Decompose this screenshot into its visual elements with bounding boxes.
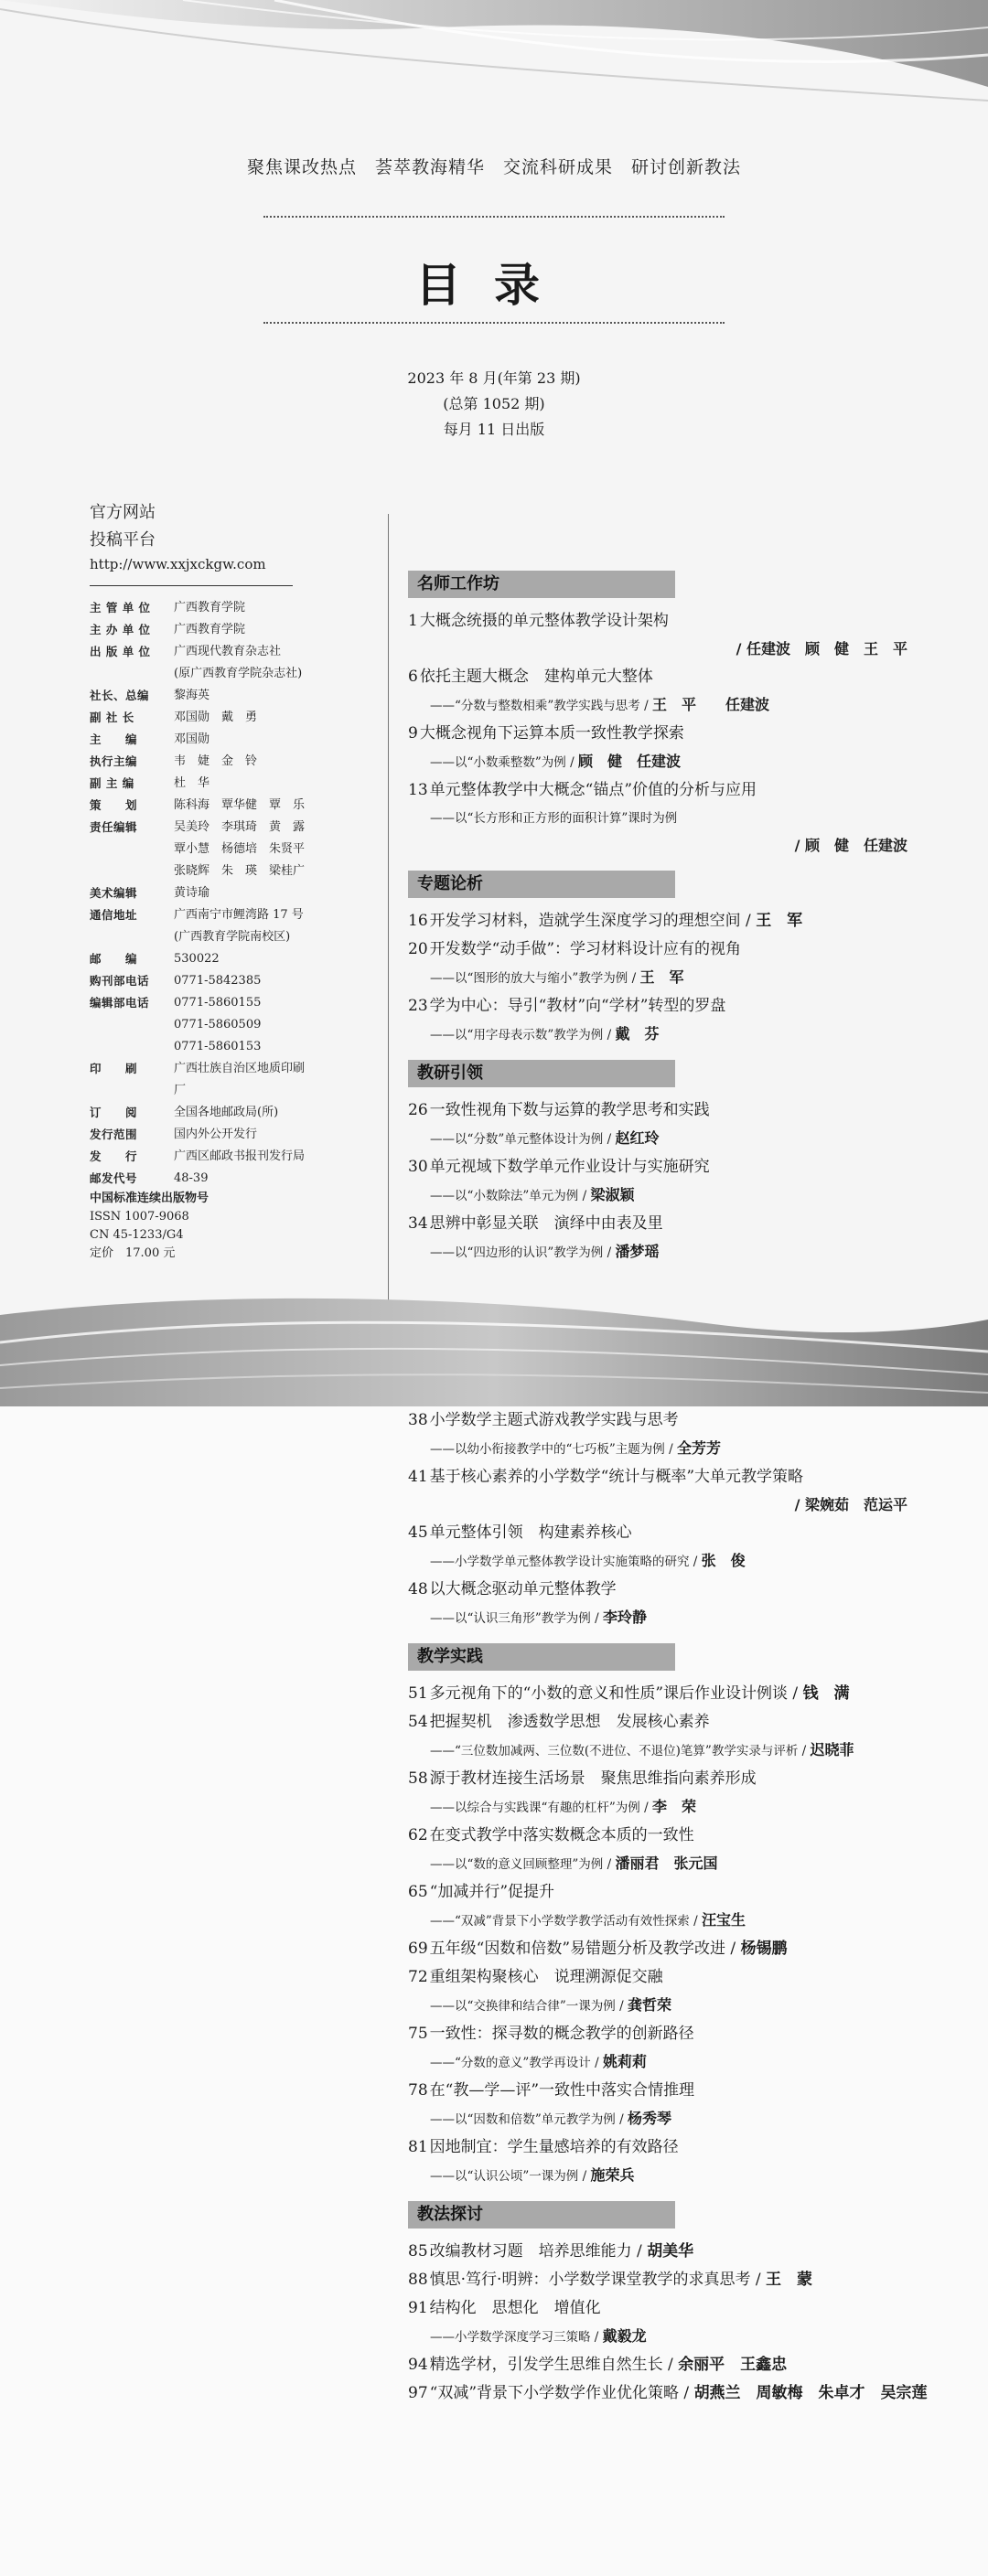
toc-entry[interactable] xyxy=(408,1680,907,1708)
masthead-value: 全国各地邮政局(所) xyxy=(174,1106,279,1119)
entry-author: 李 荣 xyxy=(651,1798,696,1815)
masthead-row xyxy=(90,817,309,839)
entry-subtitle: ——以“小数除法”单元为例 / xyxy=(430,1189,587,1203)
page-number: 45 xyxy=(408,1523,428,1542)
page-number: 20 xyxy=(408,940,428,958)
toc-entry[interactable] xyxy=(408,2238,907,2266)
masthead-key xyxy=(90,839,174,860)
entry-subtitle: ——以综合与实践课“有趣的杠杆”为例 / xyxy=(430,1801,649,1815)
entry-author-right: / 梁婉茹 范运平 xyxy=(794,1496,907,1513)
entry-title: 改编教材习题 培养思维能力 / xyxy=(429,2242,642,2261)
masthead-row xyxy=(90,707,309,729)
entry-subtitle-line xyxy=(408,1238,907,1267)
entry-author: 潘丽君 张元国 xyxy=(615,1855,718,1872)
page-number: 23 xyxy=(408,997,428,1015)
page-number: 85 xyxy=(408,2242,428,2261)
toc-entry[interactable] xyxy=(408,1210,907,1238)
entry-subtitle: ——以“因数和倍数”单元教学为例 / xyxy=(430,2112,624,2127)
issue-schedule: 每月 11 日出版 xyxy=(443,421,545,438)
entry-title: 慎思·笃行·明辨：小学数学课堂教学的求真思考 / xyxy=(429,2271,761,2289)
masthead-key: 编辑部电话 xyxy=(90,996,150,1010)
page-number: 75 xyxy=(408,2025,428,2043)
masthead-value: 黄诗瑜 xyxy=(174,886,210,900)
entry-title: 开发学习材料，造就学生深度学习的理想空间 / xyxy=(429,912,751,930)
page-number: 72 xyxy=(408,1968,428,1986)
entry-title: 五年级“因数和倍数”易错题分析及教学改进 / xyxy=(429,1940,736,1958)
masthead-list xyxy=(90,597,309,1190)
masthead-key xyxy=(90,926,174,948)
entry-author-right: / 任建波 顾 健 王 平 xyxy=(736,640,907,657)
entry-author: 杨锡鹏 xyxy=(740,1940,788,1958)
masthead-value: 广西教育学院 xyxy=(174,623,246,636)
page-number: 6 xyxy=(408,668,418,686)
entry-title: 单元整体引领 构建素养核心 xyxy=(429,1523,632,1542)
entry-subtitle: ——“分数与整数相乘”教学实践与思考 / xyxy=(430,699,649,713)
masthead-key: 发行范围 xyxy=(90,1128,138,1141)
toc-entry[interactable] xyxy=(408,1576,907,1604)
entry-subtitle-line xyxy=(408,2048,907,2077)
page-number: 58 xyxy=(408,1769,428,1788)
toc-entry[interactable] xyxy=(408,1096,907,1125)
page-number: 13 xyxy=(408,781,428,799)
masthead-row xyxy=(90,795,309,817)
entry-author: 张 俊 xyxy=(701,1552,746,1569)
entry-author: 王 蒙 xyxy=(766,2271,812,2289)
entry-subtitle-line xyxy=(408,964,907,992)
entry-subtitle-line xyxy=(408,691,907,720)
masthead-value: 广西南宁市鲤湾路 17 号 xyxy=(174,908,304,922)
entry-subtitle: ——以“交换律和结合律”一课为例 / xyxy=(430,1999,624,2014)
masthead-key: 社长、总编 xyxy=(90,689,150,702)
page-number: 16 xyxy=(408,912,428,930)
entry-author: 王 军 xyxy=(756,912,803,930)
masthead-row xyxy=(90,773,309,795)
masthead-row xyxy=(90,663,309,685)
masthead-value: 陈科海 覃华健 覃 乐 xyxy=(174,798,306,812)
entry-subtitle-line xyxy=(408,1737,907,1765)
masthead-value: 530022 xyxy=(174,952,220,966)
masthead-value: 广西现代教育杂志社 xyxy=(174,645,282,658)
section-header: 教研引领 xyxy=(408,1060,675,1087)
top-wave-decoration xyxy=(0,0,988,110)
page-number: 97 xyxy=(408,2384,428,2402)
entry-author: 姚莉莉 xyxy=(602,2053,647,2070)
entry-author: 戴毅龙 xyxy=(602,2327,647,2345)
entry-title: 源于教材连接生活场景 聚焦思维指向素养形成 xyxy=(429,1769,757,1788)
entry-title: 基于核心素养的小学数学“统计与概率”大单元教学策略 xyxy=(429,1468,804,1486)
page-number: 91 xyxy=(408,2299,428,2317)
entry-author: 戴 芬 xyxy=(615,1025,660,1042)
official-site-label: 官方网站 xyxy=(90,503,156,522)
page-number: 51 xyxy=(408,1684,428,1703)
toc-entry[interactable] xyxy=(408,2266,907,2294)
masthead-value: 韦 婕 金 铃 xyxy=(174,754,258,768)
masthead-key xyxy=(90,663,174,685)
masthead-value: 0771-5860153 xyxy=(174,1040,262,1053)
page-number: 38 xyxy=(408,1411,428,1429)
toc-column-1 xyxy=(408,560,907,1267)
toc-entry[interactable] xyxy=(408,1463,907,1491)
toc-entry[interactable] xyxy=(408,2379,928,2408)
masthead-value: 吴美玲 李琪琦 黄 露 xyxy=(174,820,306,834)
page-number: 62 xyxy=(408,1826,428,1844)
entry-subtitle-line xyxy=(408,1793,907,1822)
section-header: 名师工作坊 xyxy=(408,571,675,598)
entry-subtitle: ——以“四边形的认识”教学为例 / xyxy=(430,1245,612,1260)
entry-author: 王 平 任建波 xyxy=(651,696,769,713)
masthead-key: 主 管 单 位 xyxy=(90,601,151,615)
entry-title: 以大概念驱动单元整体教学 xyxy=(429,1580,617,1598)
masthead-key: 执行主编 xyxy=(90,754,138,768)
entry-subtitle: ——小学数学深度学习三策略 / xyxy=(430,2330,599,2345)
entry-subtitle-line xyxy=(408,2323,907,2351)
issue-date: 2023 年 8 月(年第 23 期) xyxy=(407,369,581,387)
toc-entry[interactable] xyxy=(408,1406,907,1435)
toc-entry[interactable] xyxy=(408,2020,907,2048)
toc-entry[interactable] xyxy=(408,2294,907,2323)
entry-title: 单元视域下数学单元作业设计与实施研究 xyxy=(429,1158,710,1176)
entry-title: 多元视角下的“小数的意义和性质”课后作业设计例谈 / xyxy=(429,1684,799,1703)
entry-subtitle: ——以“图形的放大与缩小”教学为例 / xyxy=(430,971,637,986)
entry-subtitle: ——“三位数加减两、三位数(不进位、不退位)笔算”教学实录与评析 / xyxy=(430,1744,807,1758)
masthead-row xyxy=(90,619,309,641)
entry-title: 开发数学“动手做”：学习材料设计应有的视角 xyxy=(429,940,742,958)
toc-entry[interactable] xyxy=(408,1519,907,1547)
entry-subtitle-line xyxy=(408,1992,907,2020)
toc-entry[interactable] xyxy=(408,2133,907,2162)
masthead-value: 杜 华 xyxy=(174,776,210,790)
std-serial-block xyxy=(90,1190,309,1263)
entry-author: 胡美华 xyxy=(647,2242,694,2261)
masthead-key xyxy=(90,860,174,882)
entry-title: 单元整体教学中大概念“锚点”价值的分析与应用 xyxy=(429,781,757,799)
entry-subtitle-line xyxy=(408,1021,907,1049)
entry-author: 余丽平 王鑫忠 xyxy=(678,2356,788,2374)
price: 定价 17.00 元 xyxy=(90,1246,176,1260)
masthead-value: 邓国勋 xyxy=(174,732,210,746)
entry-subtitle-line xyxy=(408,805,907,832)
toc-entry[interactable] xyxy=(408,776,907,805)
masthead-key: 副 主 编 xyxy=(90,776,134,790)
entry-subtitle-line xyxy=(408,748,907,776)
entry-subtitle: ——小学数学单元整体教学设计实施策略的研究 / xyxy=(430,1555,698,1569)
entry-title: 结构化 思想化 增值化 xyxy=(429,2299,601,2317)
entry-title: 精选学材，引发学生思维自然生长 / xyxy=(429,2356,673,2374)
masthead-value: (广西教育学院南校区) xyxy=(174,930,291,944)
entry-subtitle-line xyxy=(408,1125,907,1153)
masthead-row xyxy=(90,992,309,1014)
masthead-key: 订 阅 xyxy=(90,1106,138,1119)
entry-subtitle-line xyxy=(408,1850,907,1878)
section-header: 教学实践 xyxy=(408,1643,675,1671)
page-number: 1 xyxy=(408,612,418,630)
masthead-key: 责任编辑 xyxy=(90,820,138,834)
page-number: 94 xyxy=(408,2356,428,2374)
masthead-key: 邮 编 xyxy=(90,952,138,966)
entry-author: 迟晓菲 xyxy=(810,1741,854,1758)
issue-total: (总第 1052 期) xyxy=(443,395,545,412)
masthead-value: 国内外公开发行 xyxy=(174,1128,258,1141)
issn: ISSN 1007-9068 xyxy=(90,1210,189,1224)
masthead-row xyxy=(90,970,309,992)
masthead-key: 购刊部电话 xyxy=(90,974,150,988)
toc-entry[interactable] xyxy=(408,607,907,636)
masthead-row xyxy=(90,839,309,860)
toc-column-2 xyxy=(408,1406,928,2408)
section-header: 专题论析 xyxy=(408,871,675,898)
dotted-divider xyxy=(263,216,725,218)
page-number: 41 xyxy=(408,1468,428,1486)
entry-title: 依托主题大概念 建构单元大整体 xyxy=(419,668,653,686)
entry-subtitle-line xyxy=(408,1181,907,1210)
masthead-row xyxy=(90,904,309,926)
submission-label: 投稿平台 xyxy=(90,530,156,550)
entry-title: 把握契机 渗透数学思想 发展核心素养 xyxy=(429,1713,710,1731)
masthead-value: 邓国勋 戴 勇 xyxy=(174,711,258,724)
masthead-key: 印 刷 xyxy=(90,1062,138,1075)
masthead-row xyxy=(90,685,309,707)
page-number: 34 xyxy=(408,1214,428,1233)
page-number: 88 xyxy=(408,2271,428,2289)
page-number: 9 xyxy=(408,724,418,743)
masthead-value: 广西壮族自治区地质印刷厂 xyxy=(174,1062,306,1097)
masthead-key: 主 编 xyxy=(90,732,138,746)
masthead-row xyxy=(90,1036,309,1058)
entry-subtitle-line xyxy=(408,1604,907,1632)
toc-entry[interactable] xyxy=(408,1708,907,1737)
masthead-key: 出 版 单 位 xyxy=(90,645,151,658)
masthead-row xyxy=(90,882,309,904)
toc-entry[interactable] xyxy=(408,935,907,964)
toc-entry[interactable] xyxy=(408,1822,907,1850)
entry-subtitle-line xyxy=(408,2105,907,2133)
entry-author: 赵红玲 xyxy=(615,1129,660,1147)
entry-title: 学为中心：导引“教材”向“学材”转型的罗盘 xyxy=(429,997,726,1015)
page-number: 81 xyxy=(408,2138,428,2156)
entry-title: 大概念视角下运算本质一致性教学探索 xyxy=(419,724,684,743)
masthead-row xyxy=(90,1014,309,1036)
entry-author: 全芳芳 xyxy=(676,1439,721,1457)
toc-entry[interactable] xyxy=(408,663,907,691)
entry-subtitle: ——以“用字母表示数”教学为例 / xyxy=(430,1028,612,1042)
entry-subtitle: ——以幼小衔接教学中的“七巧板”主题为例 / xyxy=(430,1442,673,1457)
masthead-row xyxy=(90,729,309,751)
page-title: 目录 xyxy=(415,259,573,312)
masthead-value: (原广西教育学院杂志社) xyxy=(174,667,303,680)
website-link[interactable]: http://www.xxjxckgw.com xyxy=(90,556,266,572)
entry-title: 一致性：探寻数的概念教学的创新路径 xyxy=(429,2025,694,2043)
page-number: 30 xyxy=(408,1158,428,1176)
entry-author: 潘梦瑶 xyxy=(615,1243,660,1260)
masthead-value: 0771-5842385 xyxy=(174,974,262,988)
entry-title: 在“教—学—评”一致性中落实合情推理 xyxy=(429,2081,695,2100)
toc-entry[interactable] xyxy=(408,2351,907,2379)
entry-subtitle: ——“双减”背景下小学数学教学活动有效性探索 / xyxy=(430,1914,698,1929)
sidebar-divider xyxy=(90,585,293,586)
cn-number: CN 45-1233/G4 xyxy=(90,1228,184,1242)
entry-title: “加减并行”促提升 xyxy=(429,1883,555,1901)
toc-entry[interactable] xyxy=(408,2077,907,2105)
entry-title: 重组架构聚核心 说理溯源促交融 xyxy=(429,1968,663,1986)
masthead-row xyxy=(90,641,309,663)
masthead-row xyxy=(90,751,309,773)
page-number: 69 xyxy=(408,1940,428,1958)
entry-subtitle: ——“分数的意义”教学再设计 / xyxy=(430,2056,599,2070)
masthead-sidebar xyxy=(90,499,309,1263)
masthead-row xyxy=(90,860,309,882)
masthead-value: 广西教育学院 xyxy=(174,601,246,615)
masthead-row xyxy=(90,1124,309,1146)
entry-subtitle: ——以“认识公顷”一课为例 / xyxy=(430,2169,587,2184)
column-divider xyxy=(388,514,389,1300)
entry-subtitle: ——以“认识三角形”教学为例 / xyxy=(430,1611,599,1626)
entry-subtitle: ——以“分数”单元整体设计为例 / xyxy=(430,1132,612,1147)
masthead-key: 美术编辑 xyxy=(90,886,138,900)
entry-author: 顾 健 任建波 xyxy=(577,753,681,770)
toc-entry[interactable] xyxy=(408,1935,907,1963)
entry-title: 思辨中彰显关联 演绎中由表及里 xyxy=(429,1214,663,1233)
entry-author: 施荣兵 xyxy=(590,2166,635,2184)
page-number: 54 xyxy=(408,1713,428,1731)
page-number: 78 xyxy=(408,2081,428,2100)
toc-entry[interactable] xyxy=(408,992,907,1021)
section-header: 教法探讨 xyxy=(408,2201,675,2229)
masthead-key: 邮发代号 xyxy=(90,1171,138,1185)
toc-entry[interactable] xyxy=(408,1153,907,1181)
page-number: 65 xyxy=(408,1883,428,1901)
page-number: 26 xyxy=(408,1101,428,1119)
toc-entry[interactable] xyxy=(408,720,907,748)
entry-author: 钱 满 xyxy=(802,1684,850,1703)
masthead-value: 黎海英 xyxy=(174,689,210,702)
entry-author: 王 军 xyxy=(639,968,684,986)
masthead-row xyxy=(90,1146,309,1168)
masthead-value: 0771-5860155 xyxy=(174,996,262,1010)
entry-title: 小学数学主题式游戏教学实践与思考 xyxy=(429,1411,679,1429)
masthead-key: 副 社 长 xyxy=(90,711,134,724)
entry-title: 一致性视角下数与运算的教学思考和实践 xyxy=(429,1101,710,1119)
masthead-key xyxy=(90,1014,174,1036)
toc-page-2 xyxy=(0,1406,988,2576)
masthead-value: 48-39 xyxy=(174,1171,209,1185)
masthead-row xyxy=(90,1168,309,1190)
masthead-row xyxy=(90,926,309,948)
page-number: 48 xyxy=(408,1580,428,1598)
masthead-row xyxy=(90,948,309,970)
masthead-value: 0771-5860509 xyxy=(174,1018,262,1031)
bottom-wave-decoration xyxy=(0,1288,988,1406)
entry-author: 梁淑颖 xyxy=(590,1186,635,1203)
entry-subtitle: ——以“长方形和正方形的面积计算”课时为例 xyxy=(430,811,678,826)
entry-subtitle: ——以“数的意义回顾整理”为例 / xyxy=(430,1857,612,1872)
entry-author: 龚哲荣 xyxy=(627,1996,671,2014)
masthead-key: 策 划 xyxy=(90,798,138,812)
dotted-divider xyxy=(263,322,725,324)
entry-author: 胡燕兰 周敏梅 朱卓才 吴宗莲 xyxy=(693,2384,928,2402)
slogan: 聚焦课改热点 荟萃教海精华 交流科研成果 研讨创新教法 xyxy=(246,157,741,177)
entry-subtitle-line xyxy=(408,2162,907,2190)
entry-subtitle-line xyxy=(408,1547,907,1576)
entry-subtitle-line xyxy=(408,1435,907,1463)
toc-entry[interactable] xyxy=(408,1963,907,1992)
entry-title: 在变式教学中落实数概念本质的一致性 xyxy=(429,1826,694,1844)
masthead-row xyxy=(90,597,309,619)
entry-author: 汪宝生 xyxy=(701,1911,746,1929)
entry-title: “双减”背景下小学数学作业优化策略 / xyxy=(429,2384,690,2402)
toc-entry[interactable] xyxy=(408,907,907,935)
entry-subtitle: ——以“小数乘整数”为例 / xyxy=(430,755,575,770)
entry-author-right: / 顾 健 任建波 xyxy=(794,837,907,854)
masthead-key xyxy=(90,1036,174,1058)
masthead-row xyxy=(90,1058,309,1102)
masthead-value: 张晓辉 朱 瑛 梁桂广 xyxy=(174,864,306,878)
entry-title: 因地制宜：学生量感培养的有效路径 xyxy=(429,2138,679,2156)
masthead-row xyxy=(90,1102,309,1124)
issue-info xyxy=(0,366,988,443)
toc-entry[interactable] xyxy=(408,1878,907,1907)
entry-title: 大概念统摄的单元整体教学设计架构 xyxy=(419,612,669,630)
toc-entry[interactable] xyxy=(408,1765,907,1793)
entry-subtitle-line xyxy=(408,1907,907,1935)
masthead-value: 广西区邮政书报刊发行局 xyxy=(174,1149,306,1163)
masthead-key: 主 办 单 位 xyxy=(90,623,151,636)
masthead-value: 覃小慧 杨德培 朱贤平 xyxy=(174,842,306,856)
entry-author: 李玲静 xyxy=(602,1609,647,1626)
masthead-key: 发 行 xyxy=(90,1149,138,1163)
masthead-key: 通信地址 xyxy=(90,908,138,922)
entry-author: 杨秀琴 xyxy=(627,2110,671,2127)
std-serial-label: 中国标准连续出版物号 xyxy=(90,1192,209,1205)
